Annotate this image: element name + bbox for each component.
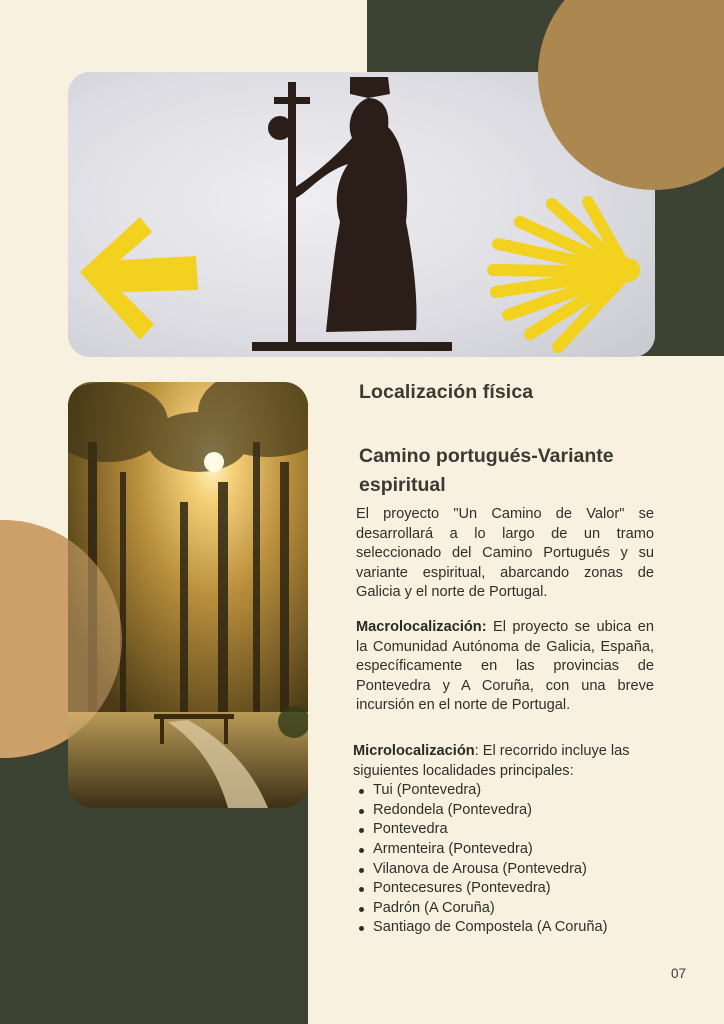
locality-list	[353, 781, 653, 938]
list-item: Padrón (A Coruña)	[353, 899, 653, 919]
list-item: Redondela (Pontevedra)	[353, 801, 653, 821]
list-item: Tui (Pontevedra)	[353, 781, 653, 801]
page-number: 07	[671, 966, 687, 981]
list-item: Vilanova de Arousa (Pontevedra)	[353, 860, 653, 880]
macro-paragraph	[356, 618, 654, 716]
route-title: Camino portugués-Variante espiritual	[359, 445, 614, 496]
list-item: Pontecesures (Pontevedra)	[353, 879, 653, 899]
macro-label: Macrolocalización:	[356, 619, 487, 635]
intro-paragraph: El proyecto "Un Camino de Valor" se desarrollará a lo largo de un tramo seleccionado del Camino Portugués y su variante espiritual, abarcando zonas de Galicia y el norte de Portugal.	[356, 506, 654, 601]
list-item: Armenteira (Pontevedra)	[353, 840, 653, 860]
macro-text: El proyecto se ubica en la Comunidad Autónoma de Galicia, España, específicamente en las provincias de Pontevedra y A Coruña, con una breve incursión en el norte de Portugal.	[356, 619, 654, 714]
micro-section	[353, 742, 653, 938]
section-title: Localización física	[359, 381, 534, 403]
list-item: Pontevedra	[353, 820, 653, 840]
micro-label: Microlocalización	[353, 743, 475, 759]
list-item: Santiago de Compostela (A Coruña)	[353, 918, 653, 938]
micro-paragraph	[353, 742, 653, 781]
forest-path-photo	[68, 382, 308, 808]
micro-text: : El recorrido incluye las siguientes localidades principales:	[353, 743, 630, 779]
